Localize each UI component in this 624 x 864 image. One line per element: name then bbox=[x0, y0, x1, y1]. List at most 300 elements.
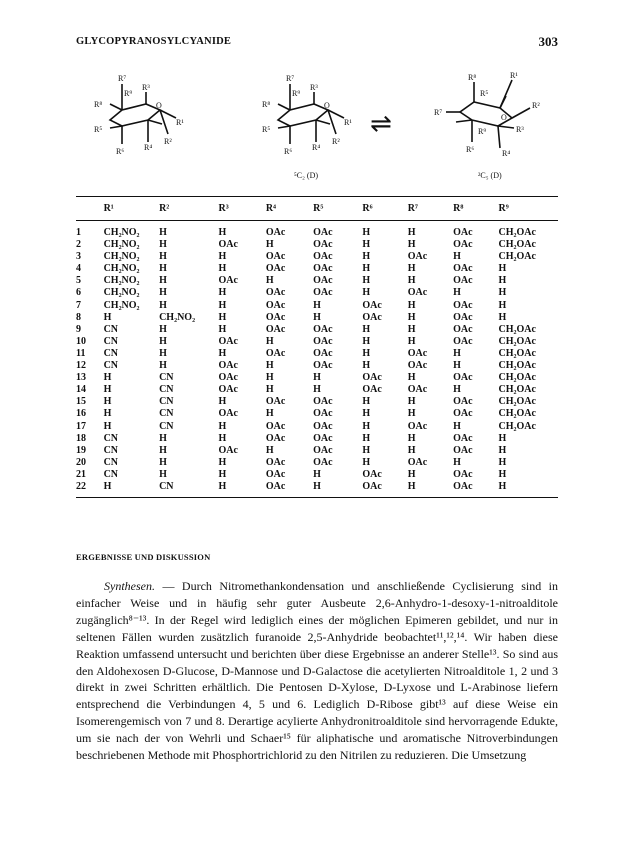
compound-number: 15 bbox=[76, 396, 86, 408]
table-cell: H bbox=[218, 323, 227, 335]
table-cell: OAc bbox=[313, 420, 333, 432]
table-row bbox=[76, 221, 558, 240]
table-cell: H bbox=[453, 456, 461, 468]
structure-middle-labels bbox=[262, 74, 352, 180]
table-cell: OAc bbox=[218, 384, 238, 396]
column-header: R⁵ bbox=[313, 203, 324, 214]
table-row bbox=[76, 396, 558, 408]
table-cell: OAc bbox=[407, 360, 428, 372]
compound-number: 21 bbox=[76, 468, 86, 480]
table-cell: H bbox=[103, 396, 112, 408]
compound-number: 7 bbox=[76, 299, 81, 311]
table-cell: OAc bbox=[313, 347, 333, 359]
table-cell: H bbox=[159, 335, 167, 347]
table-cell: H bbox=[159, 251, 167, 263]
table-cell: H bbox=[362, 432, 371, 444]
table-cell: OAc bbox=[407, 347, 428, 359]
structure-left bbox=[110, 84, 176, 144]
table-cell: H bbox=[159, 239, 167, 251]
table-row bbox=[76, 408, 558, 420]
table-row bbox=[76, 384, 558, 396]
table-cell: H bbox=[407, 468, 416, 480]
table-cell: OAc bbox=[265, 347, 286, 359]
table-cell: OAc bbox=[265, 251, 286, 263]
table-cell: H bbox=[159, 468, 167, 480]
table-cell: H bbox=[407, 432, 416, 444]
table-cell: OAc bbox=[453, 263, 473, 275]
table-cell: H bbox=[362, 323, 371, 335]
table-cell: H bbox=[407, 335, 416, 347]
table-cell: CN bbox=[103, 432, 119, 444]
table-cell: H bbox=[218, 468, 227, 480]
table-cell: OAc bbox=[265, 456, 286, 468]
table-cell: CN bbox=[103, 468, 119, 480]
table-cell: H bbox=[498, 468, 507, 480]
table-cell: H bbox=[453, 251, 461, 263]
table-row bbox=[76, 275, 558, 287]
table-cell: H bbox=[362, 456, 371, 468]
table-cell: H bbox=[159, 299, 167, 311]
table-cell: OAc bbox=[313, 408, 333, 420]
table-cell: OAc bbox=[218, 444, 238, 456]
table-cell: H bbox=[265, 239, 274, 251]
table-cell: H bbox=[218, 251, 227, 263]
table-cell: CH₂OAc bbox=[498, 408, 536, 420]
label: R¹ bbox=[510, 71, 518, 80]
table-cell: CN bbox=[103, 360, 119, 372]
table-cell: OAc bbox=[265, 480, 286, 492]
table-cell: H bbox=[265, 444, 274, 456]
table-cell: H bbox=[159, 287, 167, 299]
table-cell: H bbox=[218, 287, 227, 299]
table-cell: H bbox=[103, 420, 112, 432]
table-cell: H bbox=[159, 456, 167, 468]
table-cell: OAc bbox=[407, 251, 428, 263]
table-cell: H bbox=[159, 227, 167, 238]
table-cell: OAc bbox=[453, 239, 473, 251]
column-header: R¹ bbox=[103, 203, 114, 214]
table-cell: H bbox=[407, 396, 416, 408]
table-cell: OAc bbox=[313, 263, 333, 275]
table-cell: CN bbox=[159, 396, 174, 408]
compound-number: 17 bbox=[76, 420, 86, 432]
table-cell: CH₂NO₂ bbox=[103, 251, 140, 263]
table-cell: H bbox=[313, 372, 321, 384]
table-cell: H bbox=[218, 432, 227, 444]
table-cell: OAc bbox=[362, 299, 382, 311]
table-row bbox=[76, 312, 558, 324]
table-cell: H bbox=[313, 480, 321, 492]
table-cell: H bbox=[265, 275, 274, 287]
table-cell: OAc bbox=[407, 287, 428, 299]
table-cell: H bbox=[362, 396, 371, 408]
table-cell: H bbox=[159, 323, 167, 335]
column-header: R³ bbox=[218, 203, 229, 214]
table-row bbox=[76, 372, 558, 384]
table-cell: H bbox=[498, 432, 507, 444]
table-row bbox=[76, 433, 558, 445]
compound-number: 19 bbox=[76, 444, 86, 456]
table-cell: H bbox=[362, 227, 371, 238]
label: R⁷ bbox=[434, 108, 443, 117]
compound-number: 18 bbox=[76, 432, 86, 444]
compound-number: 1 bbox=[76, 227, 81, 238]
label: R⁵ bbox=[262, 125, 271, 134]
table-cell: CN bbox=[103, 347, 119, 359]
table-row bbox=[76, 239, 558, 251]
table-cell: H bbox=[498, 263, 507, 275]
table-cell: OAc bbox=[265, 468, 286, 480]
table-cell: H bbox=[407, 227, 416, 238]
table-cell: CN bbox=[159, 372, 174, 384]
label: R⁸ bbox=[94, 100, 103, 109]
table-cell: H bbox=[159, 275, 167, 287]
label: R² bbox=[332, 137, 340, 146]
table-row bbox=[76, 263, 558, 275]
label: R⁵ bbox=[94, 125, 103, 134]
label: R⁵ bbox=[480, 89, 489, 98]
table-cell: OAc bbox=[313, 396, 333, 408]
table-cell: H bbox=[159, 347, 167, 359]
table-cell: H bbox=[362, 420, 371, 432]
table-cell: OAc bbox=[453, 408, 473, 420]
table-cell: H bbox=[453, 420, 461, 432]
compound-number: 20 bbox=[76, 456, 86, 468]
compound-number: 13 bbox=[76, 372, 86, 384]
paragraph-text: — Durch Nitromethankondensation und anschließende Cyclisierung sind in einfacher Weise und in häufig sehr guter Ausbeute 2,6-Anhydro-1-desoxy-1-nitroalditole zugänglich⁸⁻¹³. In der Regel wird lediglich eines der möglichen Epimeren gebildet, und nur in seltenen Fällen wurden zusätzlich furanoide 2,5-Anhydride beobachtet¹¹,¹²,¹⁴. Wir haben diese Reaktion umfassend untersucht und berichten über diese Ergebnisse an anderer Stelle¹³. So sind aus den Aldohexosen D-Glucose, D-Mannose und D-Galactose die acetylierten Nitroalditole 1, 2 und 3 direkt in zwei Schritten erhältlich. Die Pentosen D-Xylose, D-Lyxose und L-Arabinose liefern entsprechend die Verbindungen 4, 5 und 6. Lediglich D-Ribose gibt¹³ auf diese Weise ein Isomerengemisch von 7 und 8. Derartige acylierte Anhydronitroalditole sind hervorragende Edukte, um sie nach der von Wehrli und Schaer¹⁵ für aliphatische und aromatische Nitroverbindungen beschriebenen Methode mit Phosphortrichlorid zu den Nitrilen zu reduzieren. Die Umsetzung bbox=[76, 579, 558, 763]
table-cell: H bbox=[362, 347, 371, 359]
column-header bbox=[76, 197, 104, 221]
table-cell: H bbox=[265, 408, 274, 420]
table-cell: OAc bbox=[407, 420, 428, 432]
pyranose-chair-structures bbox=[80, 62, 560, 192]
table-cell: OAc bbox=[313, 323, 333, 335]
label: R⁶ bbox=[284, 147, 293, 156]
table-row bbox=[76, 421, 558, 433]
label: R⁴ bbox=[502, 149, 511, 158]
table-cell: H bbox=[407, 408, 416, 420]
table-cell: H bbox=[453, 287, 461, 299]
table-cell: H bbox=[218, 396, 227, 408]
table-cell: H bbox=[103, 480, 112, 492]
table-cell: H bbox=[159, 360, 167, 372]
table-cell: CN bbox=[159, 384, 174, 396]
table-cell: OAc bbox=[313, 456, 333, 468]
table-cell: OAc bbox=[265, 396, 286, 408]
ring-oxygen: O bbox=[324, 101, 330, 110]
table-cell: CH₂OAc bbox=[498, 360, 536, 372]
table-cell: OAc bbox=[362, 311, 382, 323]
column-header: R⁹ bbox=[498, 203, 509, 214]
table-cell: H bbox=[218, 263, 227, 275]
table-cell: OAc bbox=[218, 360, 238, 372]
table-cell: H bbox=[407, 239, 416, 251]
label: R³ bbox=[142, 83, 150, 92]
table-row bbox=[76, 481, 558, 498]
table-cell: OAc bbox=[265, 227, 286, 238]
table-cell: H bbox=[362, 408, 371, 420]
label: R⁹ bbox=[124, 89, 133, 98]
table-cell: OAc bbox=[453, 432, 473, 444]
table-cell: CN bbox=[159, 480, 174, 492]
body-text bbox=[76, 578, 558, 764]
table-cell: H bbox=[218, 347, 227, 359]
label: R⁶ bbox=[116, 147, 125, 156]
table-cell: OAc bbox=[453, 311, 473, 323]
column-header: R⁴ bbox=[265, 203, 277, 214]
table-row bbox=[76, 445, 558, 457]
table-cell: OAc bbox=[218, 275, 238, 287]
table-cell: H bbox=[313, 299, 321, 311]
table-cell: CH₂OAc bbox=[498, 384, 536, 396]
table-cell: H bbox=[362, 275, 371, 287]
table-row bbox=[76, 469, 558, 481]
table-cell: H bbox=[407, 444, 416, 456]
table-cell: OAc bbox=[313, 239, 333, 251]
table-cell: OAc bbox=[313, 251, 333, 263]
table-cell: H bbox=[103, 311, 112, 323]
table-cell: OAc bbox=[218, 335, 238, 347]
label: R⁸ bbox=[262, 100, 271, 109]
table-cell: CH₂NO₂ bbox=[103, 263, 140, 275]
table-cell: OAc bbox=[265, 432, 286, 444]
table-cell: H bbox=[265, 335, 274, 347]
table-cell: H bbox=[265, 360, 274, 372]
table-cell: CH₂NO₂ bbox=[103, 299, 140, 311]
table-cell: CH₂OAc bbox=[498, 396, 536, 408]
table-cell: OAc bbox=[218, 408, 238, 420]
table-row bbox=[76, 457, 558, 469]
table-cell: H bbox=[218, 480, 227, 492]
paragraph-lead: Synthesen. bbox=[104, 579, 155, 593]
table-cell: H bbox=[407, 299, 416, 311]
chemical-structures-figure bbox=[80, 62, 560, 192]
compound-number: 6 bbox=[76, 287, 81, 299]
table-row bbox=[76, 287, 558, 299]
label: R⁷ bbox=[118, 74, 127, 83]
table-cell: CN bbox=[103, 444, 119, 456]
table-cell: OAc bbox=[265, 299, 286, 311]
column-header: R⁶ bbox=[362, 203, 373, 214]
table-cell: CN bbox=[159, 408, 174, 420]
section-heading: ERGEBNISSE UND DISKUSSION bbox=[76, 552, 211, 562]
table-row bbox=[76, 336, 558, 348]
table-cell: OAc bbox=[313, 227, 333, 238]
table-cell: H bbox=[453, 360, 461, 372]
label: R² bbox=[164, 137, 172, 146]
table-cell: CN bbox=[159, 420, 174, 432]
table-cell: OAc bbox=[453, 323, 473, 335]
table-cell: H bbox=[218, 420, 227, 432]
table-cell: OAc bbox=[218, 239, 238, 251]
table-cell: H bbox=[159, 432, 167, 444]
table-cell: CH₂OAc bbox=[498, 420, 536, 432]
table-cell: H bbox=[265, 384, 274, 396]
table-cell: H bbox=[407, 275, 416, 287]
conformation-caption: ⁵C₂ (D) bbox=[294, 171, 319, 180]
table-cell: H bbox=[498, 275, 507, 287]
table-cell: H bbox=[453, 347, 461, 359]
table-cell: H bbox=[159, 263, 167, 275]
table-cell: H bbox=[313, 384, 321, 396]
compound-number: 16 bbox=[76, 408, 86, 420]
table-cell: CN bbox=[103, 456, 119, 468]
table-cell: OAc bbox=[362, 468, 382, 480]
table-cell: OAc bbox=[407, 456, 428, 468]
table-cell: OAc bbox=[453, 396, 473, 408]
table-cell: H bbox=[498, 444, 507, 456]
table-cell: CH₂OAc bbox=[498, 347, 536, 359]
table-cell: H bbox=[407, 311, 416, 323]
table-row bbox=[76, 251, 558, 263]
table-cell: H bbox=[313, 311, 321, 323]
table-cell: OAc bbox=[313, 432, 333, 444]
table-cell: CH₂NO₂ bbox=[103, 227, 140, 238]
column-header: R⁷ bbox=[407, 203, 418, 214]
table-cell: OAc bbox=[265, 263, 286, 275]
table-header-row bbox=[76, 197, 558, 221]
table-cell: OAc bbox=[453, 335, 473, 347]
table-cell: H bbox=[218, 299, 227, 311]
table-cell: H bbox=[362, 287, 371, 299]
table-cell: OAc bbox=[453, 468, 473, 480]
table-cell: CH₂NO₂ bbox=[103, 275, 140, 287]
label: R¹ bbox=[176, 118, 184, 127]
compound-number: 12 bbox=[76, 360, 86, 372]
table-cell: H bbox=[218, 456, 227, 468]
table-body bbox=[76, 221, 558, 498]
ring-oxygen: O bbox=[156, 101, 162, 110]
table-cell: OAc bbox=[453, 275, 473, 287]
structure-right-labels bbox=[434, 71, 540, 180]
table-row bbox=[76, 360, 558, 372]
table-cell: OAc bbox=[453, 227, 473, 238]
table-cell: OAc bbox=[362, 480, 382, 492]
substituent-table bbox=[76, 196, 558, 498]
table-cell: OAc bbox=[313, 275, 333, 287]
compound-number: 22 bbox=[76, 480, 86, 492]
label: R⁶ bbox=[466, 145, 475, 154]
label: R³ bbox=[310, 83, 318, 92]
label: R⁹ bbox=[292, 89, 301, 98]
compound-number: 8 bbox=[76, 311, 81, 323]
table-cell: CN bbox=[103, 335, 119, 347]
table-cell: OAc bbox=[265, 323, 286, 335]
table-cell: H bbox=[498, 311, 507, 323]
table-cell: H bbox=[407, 480, 416, 492]
paragraph bbox=[76, 578, 558, 764]
table-cell: CH₂NO₂ bbox=[103, 239, 140, 251]
table-cell: OAc bbox=[453, 444, 473, 456]
substituent-table-container bbox=[76, 196, 558, 498]
table-cell: H bbox=[362, 444, 371, 456]
table-cell: OAc bbox=[453, 372, 473, 384]
page-number: 303 bbox=[538, 34, 558, 49]
table-cell: H bbox=[218, 311, 227, 323]
table-cell: OAc bbox=[453, 480, 473, 492]
table-cell: CH₂OAc bbox=[498, 239, 536, 251]
table-cell: CH₂OAc bbox=[498, 251, 536, 263]
label: R⁷ bbox=[286, 74, 295, 83]
table-cell: OAc bbox=[265, 420, 286, 432]
table-cell: H bbox=[103, 372, 112, 384]
table-cell: CH₂OAc bbox=[498, 335, 536, 347]
compound-number: 11 bbox=[76, 347, 86, 359]
table-cell: OAc bbox=[265, 311, 286, 323]
compound-number: 14 bbox=[76, 384, 86, 396]
label: R¹ bbox=[344, 118, 352, 127]
table-cell: H bbox=[362, 263, 371, 275]
column-header: R⁸ bbox=[453, 203, 464, 214]
table-cell: OAc bbox=[218, 372, 238, 384]
table-cell: H bbox=[218, 227, 227, 238]
table-cell: H bbox=[498, 299, 507, 311]
table-cell: CH₂OAc bbox=[498, 227, 536, 238]
table-cell: H bbox=[453, 384, 461, 396]
table-cell: H bbox=[265, 372, 274, 384]
compound-number: 9 bbox=[76, 323, 81, 335]
table-cell: CH₂OAc bbox=[498, 372, 536, 384]
table-cell: OAc bbox=[313, 287, 333, 299]
running-head bbox=[76, 34, 558, 50]
table-cell: OAc bbox=[313, 335, 333, 347]
running-head-title: GLYCOPYRANOSYLCYANIDE bbox=[76, 36, 232, 47]
compound-number: 10 bbox=[76, 335, 86, 347]
table-cell: H bbox=[103, 408, 112, 420]
compound-number: 4 bbox=[76, 263, 81, 275]
table-cell: OAc bbox=[453, 299, 473, 311]
table-cell: H bbox=[407, 372, 416, 384]
structure-middle bbox=[278, 84, 344, 144]
table-cell: H bbox=[498, 480, 507, 492]
table-row bbox=[76, 300, 558, 312]
column-header: R² bbox=[159, 203, 170, 214]
table-cell: H bbox=[103, 384, 112, 396]
table-cell: OAc bbox=[313, 444, 333, 456]
equilibrium-arrow-icon: ⇌ bbox=[370, 109, 392, 139]
label: R⁴ bbox=[312, 143, 321, 152]
table-cell: H bbox=[362, 239, 371, 251]
table-cell: CN bbox=[103, 323, 119, 335]
table-cell: H bbox=[159, 444, 167, 456]
conformation-caption: ²C₅ (D) bbox=[478, 171, 502, 180]
label: R² bbox=[532, 101, 540, 110]
table-cell: H bbox=[498, 456, 507, 468]
table-row bbox=[76, 324, 558, 336]
table-cell: OAc bbox=[362, 372, 382, 384]
ring-oxygen: O bbox=[501, 113, 507, 122]
table-cell: H bbox=[498, 287, 507, 299]
table-cell: OAc bbox=[362, 384, 382, 396]
label: R⁹ bbox=[478, 127, 487, 136]
table-cell: OAc bbox=[265, 287, 286, 299]
table-cell: CH₂OAc bbox=[498, 323, 536, 335]
table-cell: H bbox=[362, 335, 371, 347]
label: R³ bbox=[516, 125, 524, 134]
table-cell: H bbox=[407, 263, 416, 275]
table-cell: OAc bbox=[407, 384, 428, 396]
compound-number: 5 bbox=[76, 275, 81, 287]
table-cell: CH₂NO₂ bbox=[159, 311, 196, 323]
table-row bbox=[76, 348, 558, 360]
compound-number: 3 bbox=[76, 251, 81, 263]
table-cell: CH₂NO₂ bbox=[103, 287, 140, 299]
table-cell: H bbox=[407, 323, 416, 335]
label: R⁸ bbox=[468, 73, 477, 82]
table-cell: H bbox=[362, 251, 371, 263]
table-cell: H bbox=[362, 360, 371, 372]
table-cell: H bbox=[313, 468, 321, 480]
